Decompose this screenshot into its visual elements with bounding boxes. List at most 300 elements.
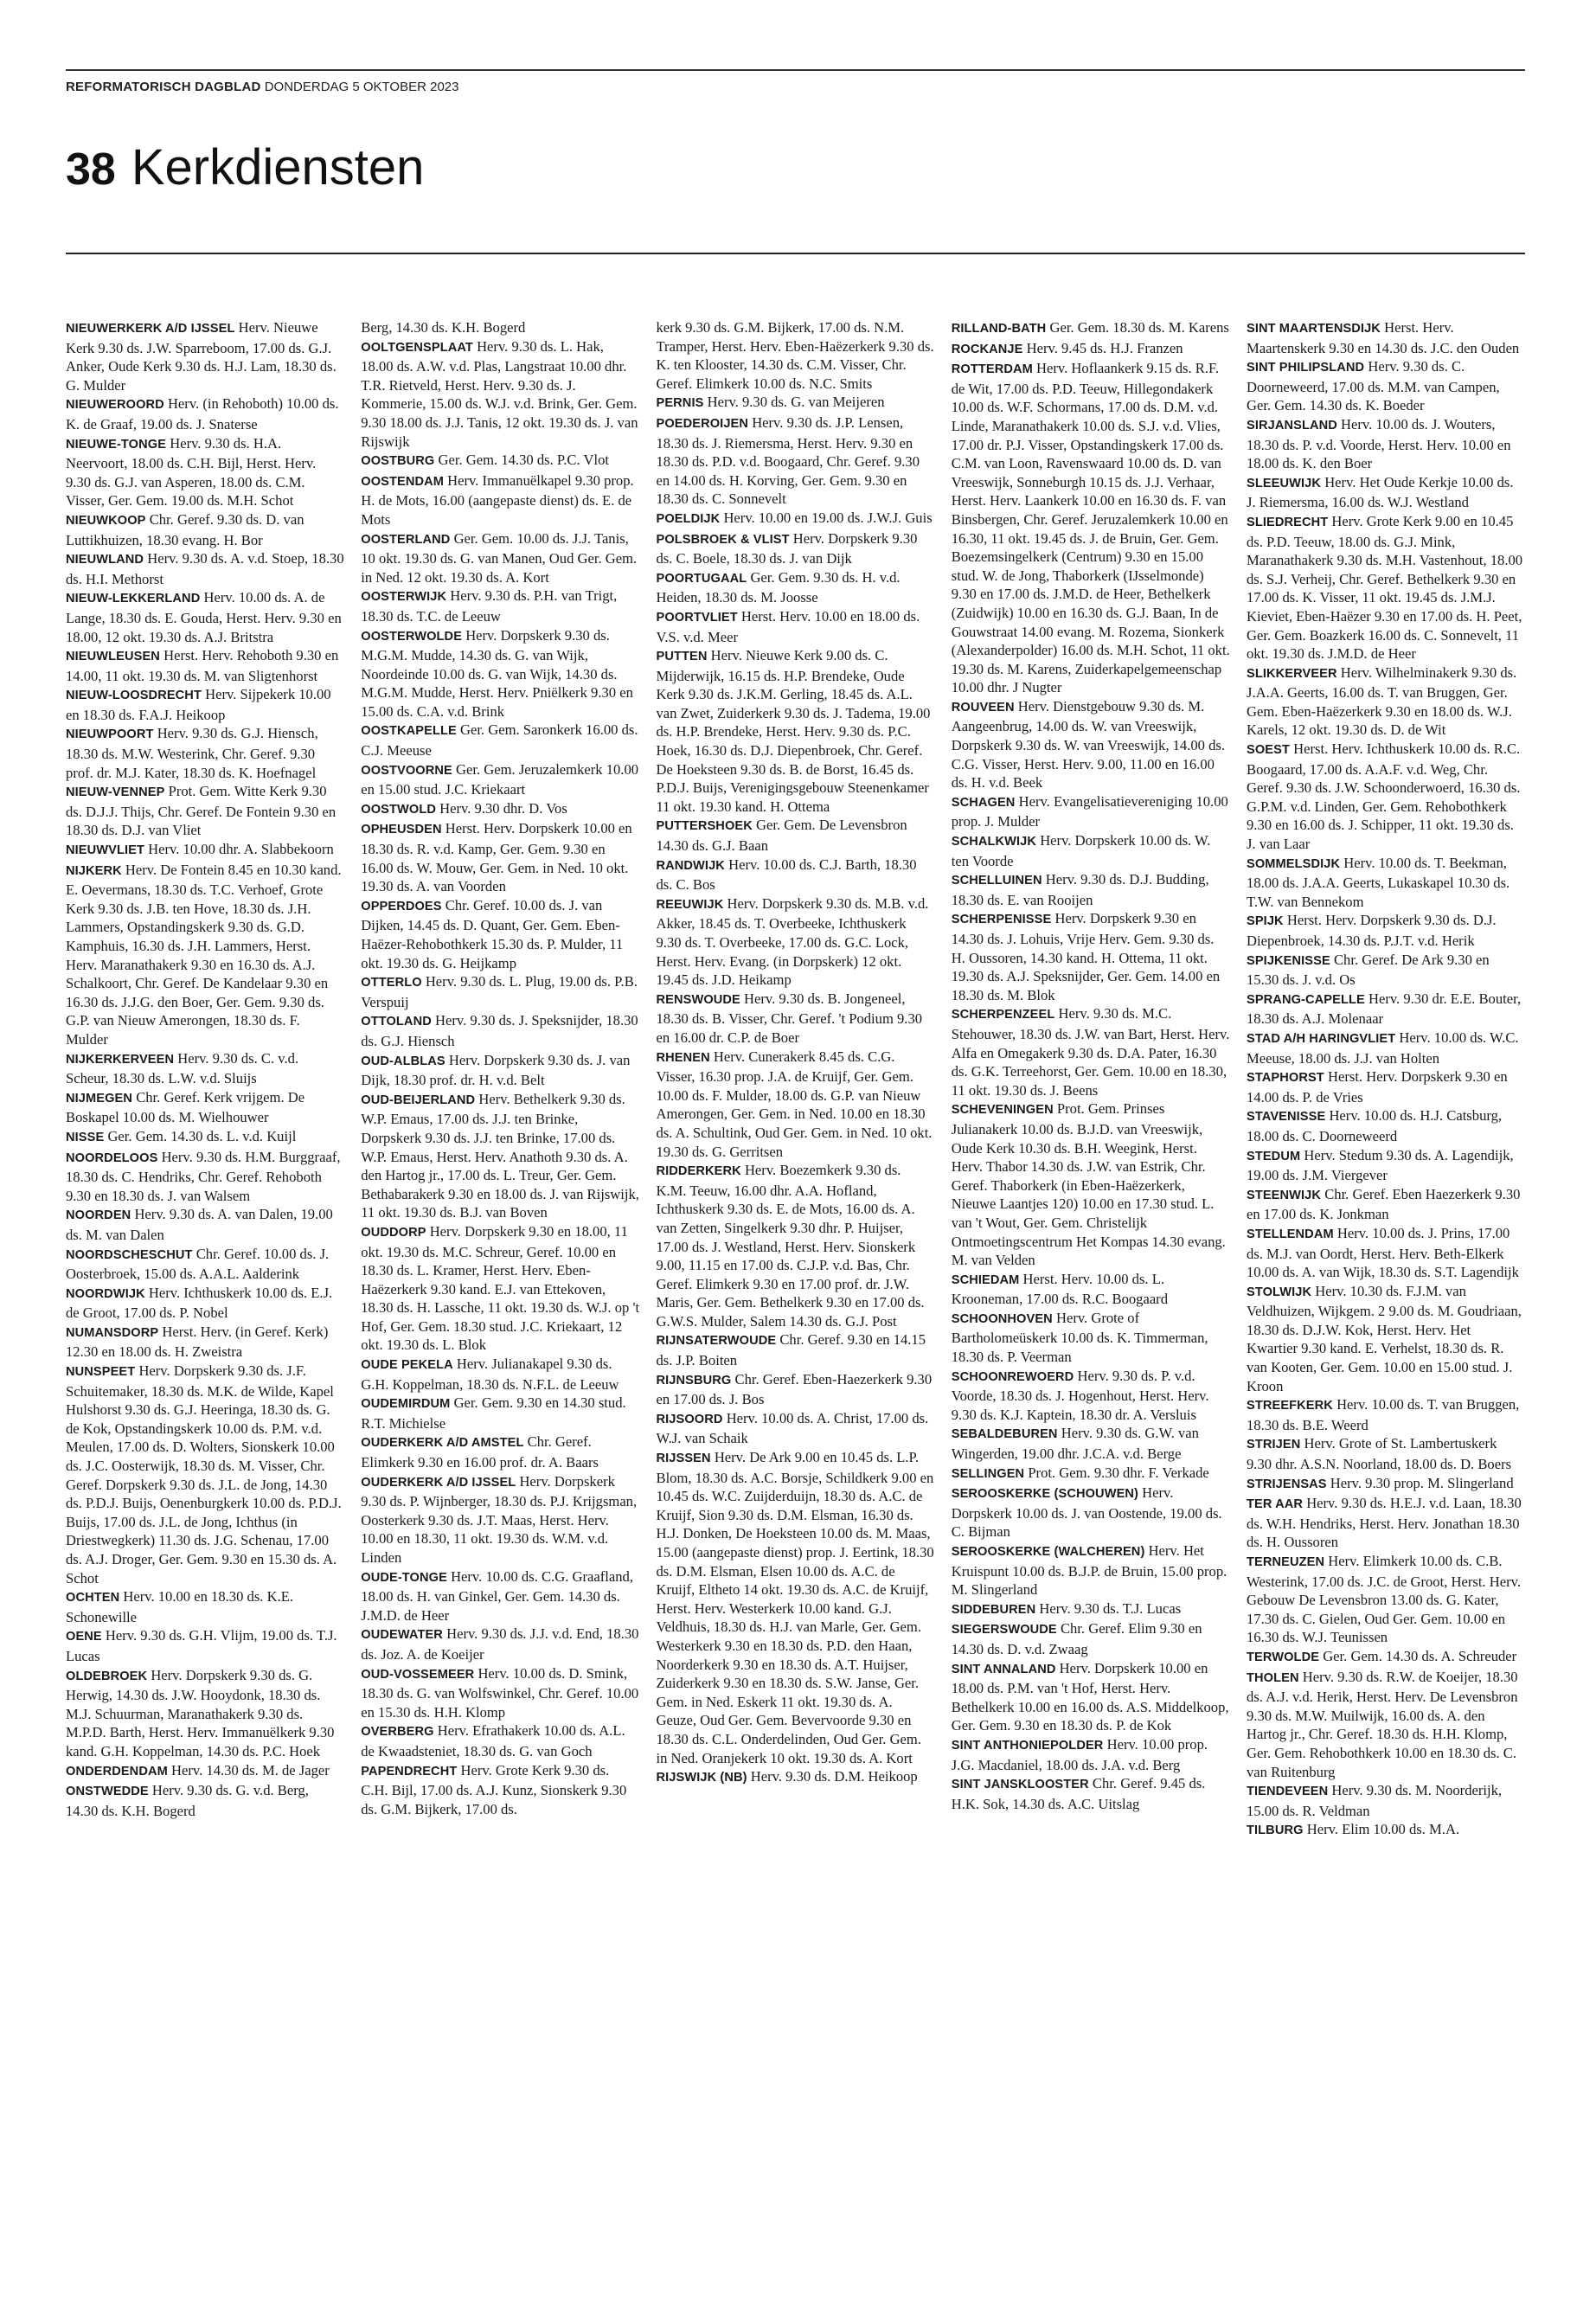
service-details: Herv. 10.00 ds. A. de Lange, 18.30 ds. E. Gouda, Herst. Herv. 9.30 en 18.00, 12 okt. 19.30 ds. A.J. Britstra	[66, 589, 342, 645]
church-listing	[657, 509, 935, 529]
church-listing	[361, 1664, 639, 1722]
place-name: PERNIS	[656, 396, 704, 411]
place-name: OUDDORP	[361, 1225, 426, 1240]
service-details: Herv. 9.30 ds. R.W. de Koeijer, 18.30 ds. A.J. v.d. Herik, Herst. Herv. De Levensbron 9.30 ds. M.W. Muilwijk, 16.00 ds. A. den Hartog jr., Chr. Geref. 18.30 ds. H.H. Klomp, Ger. Gem. Rehobothkerk 10.00 en 18.30 ds. C. van Ruitenburg	[1247, 1668, 1518, 1780]
place-name: PUTTERSHOEK	[656, 819, 753, 834]
church-listing	[361, 451, 639, 471]
service-details: Herst. Herv. (in Geref. Kerk) 12.30 en 18.00 ds. H. Zweistra	[66, 1323, 329, 1361]
service-details: Herv. Dorpskerk 9.30 ds. J.F. Schuitemaker, 18.30 ds. M.K. de Wilde, Kapel Hulshorst 9.30 ds. G.J. Heeringa, 18.30 ds. G. de Kok, Opstandingskerk 10.00 ds. P.M. v.d. Meulen, 17.00 ds. D. Wolters, Sionskerk 10.00 ds. J.C. Oosterwijk, 18.30 ds. M. Visser, Chr. Geref. Dorpskerk 9.30 ds. J.L. de Jong, 14.30 ds. P.D.J. Buijs, Oenenburgkerk 10.00 ds. P.D.J. Buijs, 17.00 ds. J.L. de Jong, Ichthus (in Driestwegkerk) 11.30 ds. J.G. Schenau, 17.00 ds. A.J. Droger, Ger. Gem. 9.30 en 15.30 ds. A. Schot	[66, 1362, 342, 1586]
service-details: Chr. Geref. Elimkerk 9.30 en 16.00 prof. dr. A. Baars	[361, 1433, 599, 1471]
place-name: NOORDELOOS	[66, 1150, 158, 1165]
place-name: SELLINGEN	[951, 1466, 1025, 1481]
service-details: Chr. Geref. 10.00 ds. J. Oosterbroek, 15.00 ds. A.A.L. Aalderink	[66, 1245, 330, 1283]
church-listing	[1247, 911, 1525, 950]
place-name: OUDE-TONGE	[361, 1570, 447, 1585]
place-name: PAPENDRECHT	[361, 1764, 458, 1779]
church-listing	[66, 394, 344, 433]
place-name: NIEUWPOORT	[66, 727, 154, 742]
service-details: Prot. Gem. 9.30 dhr. F. Verkade	[1028, 1464, 1209, 1481]
service-details: Herv. Efrathakerk 10.00 ds. A.L. de Kwaadsteniet, 18.30 ds. G. van Goch	[361, 1722, 625, 1759]
service-details: Herv. 9.30 ds. P. v.d. Voorde, 18.30 ds. J. Hogenhout, Herst. Herv. 9.30 ds. K.J. Kaptein, 18.30 dr. A. Versluis	[951, 1367, 1209, 1423]
church-listing	[66, 1781, 344, 1820]
place-name: SPRANG-CAPELLE	[1247, 992, 1365, 1007]
service-details: Chr. Geref. 9.30 ds. D. van Luttikhuizen, 18.30 evang. H. Bor	[66, 510, 304, 548]
place-name: OTTERLO	[361, 976, 422, 990]
place-name: OLDEBROEK	[66, 1669, 148, 1683]
place-name: RILLAND-BATH	[951, 322, 1047, 336]
church-listing	[952, 697, 1230, 792]
service-details: Ger. Gem. 9.30 en 14.30 stud. R.T. Michielse	[361, 1394, 626, 1432]
place-name: SCHAGEN	[951, 795, 1016, 810]
place-name: RHENEN	[656, 1050, 710, 1065]
place-name: NIEUWLEUSEN	[66, 650, 160, 664]
place-name: ONDERDENDAM	[66, 1764, 168, 1779]
church-listing	[952, 1735, 1230, 1774]
church-listing	[1247, 1106, 1525, 1145]
place-name: ROTTERDAM	[951, 362, 1033, 377]
service-details: Herv. 9.30 ds. C. v.d. Scheur, 18.30 ds. L.W. v.d. Sluijs	[66, 1049, 299, 1087]
place-name: STREEFKERK	[1247, 1399, 1333, 1413]
service-details: Herv. 10.00 en 18.30 ds. K.E. Schonewille	[66, 1588, 294, 1625]
place-name: SCHERPENZEEL	[951, 1008, 1055, 1022]
place-name: THOLEN	[1247, 1670, 1299, 1685]
church-listing	[361, 626, 639, 721]
church-listing	[66, 1049, 344, 1088]
place-name: OOSTERWOLDE	[361, 629, 463, 644]
service-details: Herst. Herv. Dorpskerk 9.30 en 14.00 ds. P. de Vries	[1247, 1068, 1508, 1106]
service-details: Herv. Het Kruispunt 10.00 ds. B.J.P. de Bruin, 15.00 prop. M. Slingerland	[951, 1542, 1227, 1599]
place-name: POEDEROIJEN	[656, 416, 749, 431]
church-listing	[361, 1011, 639, 1050]
church-listing	[952, 831, 1230, 870]
place-name: OOSTERLAND	[361, 532, 451, 547]
section-title: Kerkdiensten	[131, 139, 425, 195]
service-details: Herst. Herv. Maartenskerk 9.30 en 14.30 ds. J.C. den Ouden	[1247, 319, 1520, 356]
service-details: Herv. Stedum 9.30 ds. A. Lagendijk, 19.00 ds. J.M. Viergever	[1247, 1146, 1514, 1184]
place-name: STEENWIJK	[1247, 1188, 1322, 1202]
service-details: Herv. Grote of Bartholomeüskerk 10.00 ds. K. Timmerman, 18.30 ds. P. Veerman	[951, 1309, 1208, 1366]
church-listing	[1247, 318, 1525, 357]
service-details: Herv. 9.30 prop. M. Slingerland	[1330, 1474, 1514, 1491]
church-listing	[1247, 1185, 1525, 1224]
place-name: SEROOSKERKE (SCHOUWEN)	[951, 1487, 1139, 1502]
church-listing	[66, 840, 344, 861]
place-name: RIJSSEN	[656, 1452, 711, 1466]
service-details: Herv. (in Rehoboth) 10.00 ds. K. de Graaf, 19.00 ds. J. Snaterse	[66, 395, 339, 433]
service-details: Herv. 10.00 prop. J.G. Macdaniel, 18.00 ds. J.A. v.d. Berg	[951, 1735, 1208, 1773]
service-details: Herv. 10.00 ds. J. Prins, 17.00 ds. M.J. van Oordt, Herst. Herv. Beth-Elkerk 10.00 ds. A. van Wijk, 18.30 ds. S.T. Lagendijk	[1247, 1224, 1519, 1281]
church-listing	[952, 359, 1230, 697]
place-name: RIJSOORD	[656, 1412, 723, 1426]
place-name: NIEUW-VENNEP	[66, 785, 165, 800]
church-listing	[1247, 473, 1525, 512]
place-name: NIEUW-LEKKERLAND	[66, 592, 201, 606]
service-details: Herst. Herv. Dorpskerk 10.00 en 18.30 ds. R. v.d. Kamp, Ger. Gem. 9.30 en 16.00 ds. W. Mouw, Ger. Gem. in Ned. 10 okt. 19.30 ds. A. van Voorden	[361, 820, 632, 895]
church-listing	[1247, 415, 1525, 473]
place-name: NISSE	[66, 1130, 105, 1144]
church-listing	[1247, 951, 1525, 990]
church-listing	[1247, 990, 1525, 1029]
service-details: Herv. Dorpskerk 9.30 en 14.30 ds. J. Lohuis, Vrije Herv. Gem. 9.30 ds. H. Oussoren, 14.30 kand. H. Ottema, 11 okt. 19.30 ds. A.J. Speksnijder, Ger. Gem. 14.00 en 18.30 ds. M. Blok	[951, 910, 1221, 1003]
church-listing	[1247, 357, 1525, 415]
place-name: STELLENDAM	[1247, 1227, 1334, 1241]
place-name: SEBALDEBUREN	[951, 1427, 1058, 1442]
service-details: Herv. 10.00 ds. J. Wouters, 18.30 ds. P. v.d. Voorde, Herst. Herv. 10.00 en 18.00 ds. K. den Boer	[1247, 415, 1511, 472]
service-details: Chr. Geref. 9.30 en 14.15 ds. J.P. Boiten	[656, 1331, 926, 1369]
place-name: NIEUWLAND	[66, 553, 144, 567]
place-name: TILBURG	[1247, 1823, 1304, 1838]
place-name: RENSWOUDE	[656, 992, 740, 1007]
place-name: POELDIJK	[656, 511, 721, 526]
service-details: Herv. 10.00 ds. C.G. Graafland, 18.00 ds. H. van Ginkel, Ger. Gem. 14.30 ds. J.M.D. de Heer	[361, 1567, 633, 1624]
church-listing	[952, 1774, 1230, 1813]
church-listing	[657, 568, 935, 607]
service-details: Chr. Geref. De Ark 9.30 en 15.30 ds. J. v.d. Os	[1247, 951, 1490, 989]
place-name: SIEGERSWOUDE	[951, 1623, 1057, 1638]
place-name: TERNEUZEN	[1247, 1555, 1325, 1569]
place-name: OOSTWOLD	[361, 802, 436, 817]
service-details: Herv. Grote Kerk 9.30 ds. C.H. Bijl, 17.00 ds. A.J. Kunz, Sionskerk 9.30 ds. G.M. Bijkerk, 17.00 ds.	[361, 1761, 627, 1817]
place-name: OOLTGENSPLAAT	[361, 340, 473, 355]
church-listing	[952, 1484, 1230, 1541]
service-details: Herv. 9.30 ds. G.H. Vlijm, 19.00 ds. T.J. Lucas	[66, 1627, 337, 1664]
church-listing	[657, 1370, 935, 1409]
service-details: Prot. Gem. Prinses Julianakerk 10.00 ds. B.J.D. van Vreeswijk, Oude Kerk 10.30 ds. B.H. Weegink, Herst. Herv. Thabor 14.30 ds. J.W. van Estrik, Chr. Geref. Thaborkerk (in Eben-Haëzerkerk, Nieuwe Laantjes 120) 10.00 en 17.30 stud. L. van 't Wout, Ger. Gem. Christelijk Ontmoetingscentrum Het Kompas 14.30 evang. M. van Velden	[951, 1100, 1226, 1269]
place-name: OUDERKERK A/D AMSTEL	[361, 1436, 524, 1451]
place-name: OOSTVOORNE	[361, 763, 452, 778]
place-name: SCHOONHOVEN	[951, 1311, 1053, 1326]
column-5	[1247, 318, 1525, 2277]
place-name: SINT ANNALAND	[951, 1662, 1056, 1676]
service-details: Herv. Dorpskerk 9.30 en 18.00, 11 okt. 19.30 ds. M.C. Schreur, Geref. 10.00 en 18.30 ds. L. Kramer, Herst. Herv. Eben-Haëzerkerk 9.30 kand. E.J. van Ettekoven, 18.30 ds. H. Lassche, 11 okt. 19.30 ds. W.J. op 't Hof, Ger. Gem. 18.30 stud. J.C. Kriekaart, 12 okt. 19.30 ds. L. Blok	[361, 1222, 640, 1354]
service-details: Herv. De Ark 9.00 en 10.45 ds. L.P. Blom, 18.30 ds. A.C. Borsje, Schildkerk 9.00 en 10.45 ds. W.C. Zuijderduijn, 18.30 ds. A.C. de Kruijf, Sion 9.30 ds. D.M. Elsman, 16.30 ds. H.J. Donken, De Hoeksteen 10.00 ds. M. Maas, 15.00 (aangepaste dienst) prop. J. Eertink, 18.30 ds. D.M. Elsman, Elsen 10.00 ds. A.C. de Kruijf, Eltheto 14 okt. 19.30 ds. A.C. de Kruijf, Herst. Herv. Westerkerk 10.00 kand. G.J. Veldhuis, 18.30 ds. H.J. van Marle, Ger. Gem. Westerkerk 9.30 en 18.30 ds. P.D. den Haan, Noorderkerk 9.30 en 18.30 ds. A.T. Huijser, Zuiderkerk 9.30 en 18.30 ds. S.W. Janse, Ger. Gem. in Ned. Eskerk 11 okt. 19.30 ds. A. Geuze, Oud Ger. Gem. Bevervoorde 9.30 en 18.30 ds. C.L. Onderdelinden, Oud Ger. Gem. in Ned. Oranjekerk 10 okt. 19.30 ds. A. Kort	[656, 1449, 934, 1766]
church-listing	[657, 529, 935, 568]
church-listing	[657, 1409, 935, 1448]
place-name: SIRJANSLAND	[1247, 418, 1337, 433]
church-listing	[1247, 663, 1525, 740]
service-details: Herv. 9.30 dhr. D. Vos	[439, 799, 567, 817]
service-details: kerk 9.30 ds. G.M. Bijkerk, 17.00 ds. N.M. Tramper, Herst. Herv. Eben-Haëzerkerk 9.30 ds. K. ten Klooster, 14.30 ds. C.M. Visser, Chr. Geref. Elimkerk 10.00 ds. N.C. Smits	[656, 319, 934, 392]
service-details: Herv. Wilhelminakerk 9.30 ds. J.A.A. Geerts, 16.00 ds. T. van Bruggen, Ger. Gem. Eben-Haëzerkerk 9.30 en 18.00 ds. W.J. Karels, 12 okt. 19.30 ds. D. de Wit	[1247, 663, 1517, 739]
church-listing	[952, 1599, 1230, 1620]
church-listing	[1247, 1647, 1525, 1668]
service-details: Herv. 10.00 ds. D. Smink, 18.30 ds. G. van Wolfswinkel, Chr. Geref. 10.00 en 15.30 ds. H.H. Klomp	[361, 1664, 639, 1721]
place-name: OOSTENDAM	[361, 474, 445, 489]
column-3	[657, 318, 935, 2277]
title-rule	[66, 253, 1525, 254]
service-details: Ger. Gem. 14.30 ds. A. Schreuder	[1323, 1647, 1517, 1664]
place-name: STRIJENSAS	[1247, 1477, 1327, 1491]
place-name: STAD A/H HARINGVLIET	[1247, 1031, 1396, 1046]
church-listing	[952, 1309, 1230, 1367]
church-listing	[657, 607, 935, 646]
church-listing	[1247, 1552, 1525, 1647]
service-details: Herv. Dorpskerk 9.30 ds. P. Wijnberger, 18.30 ds. P.J. Krijgsman, Oosterkerk 9.30 ds. J.T. Maas, Herst. Herv. 10.00 en 18.30, 11 okt. 19.30 ds. W.M. v.d. Linden	[361, 1472, 638, 1566]
service-details: Chr. Geref. Elim 9.30 en 14.30 ds. D. v.d. Zwaag	[951, 1620, 1202, 1657]
place-name: OPPERDOES	[361, 899, 442, 913]
church-listing	[952, 1099, 1230, 1269]
service-details: Chr. Geref. 10.00 ds. J. van Dijken, 14.45 ds. D. Quant, Ger. Gem. Eben-Haëzer-Rehobothkerk 15.30 ds. P. Mulder, 11 okt. 19.30 ds. G. Heijkamp	[361, 896, 624, 971]
place-name: NIEUWEROORD	[66, 398, 164, 413]
church-listing	[952, 1659, 1230, 1735]
service-details: Herv. 10.00 ds. W.C. Meeuse, 18.00 ds. J.J. van Holten	[1247, 1029, 1519, 1067]
church-listing	[1247, 1668, 1525, 1782]
place-name: SCHIEDAM	[951, 1272, 1020, 1287]
service-details: Herv. 9.30 ds. B. Jongeneel, 18.30 ds. B. Visser, Chr. Geref. 't Podium 9.30 en 16.00 dr. C.P. de Boer	[656, 990, 923, 1046]
place-name: SPIJKENISSE	[1247, 953, 1330, 968]
place-name: SINT PHILIPSLAND	[1247, 361, 1365, 375]
church-listing	[1247, 1474, 1525, 1495]
church-listing	[1247, 1494, 1525, 1552]
church-listing	[361, 1625, 639, 1663]
place-name: STAVENISSE	[1247, 1110, 1326, 1125]
church-listing	[66, 1127, 344, 1148]
page-number: 38	[66, 144, 116, 195]
service-details: Ger. Gem. 14.30 ds. P.C. Vlot	[438, 452, 609, 469]
place-name: SEROOSKERKE (WALCHEREN)	[951, 1545, 1145, 1559]
service-details: Herv. 10.00 ds. C.J. Barth, 18.30 ds. C. Bos	[656, 856, 917, 894]
service-details: Prot. Gem. Witte Kerk 9.30 ds. D.J.J. Thijs, Chr. Geref. De Fontein 9.30 en 18.30 ds. D.J. van Vliet	[66, 783, 337, 839]
place-name: SCHERPENISSE	[951, 913, 1052, 927]
place-name: POORTUGAAL	[656, 571, 747, 586]
church-listing	[361, 1355, 639, 1394]
place-name: ROUVEEN	[951, 700, 1015, 715]
place-name: SOEST	[1247, 743, 1290, 758]
place-name: SLEEUWIJK	[1247, 476, 1322, 490]
church-listing	[657, 1448, 935, 1767]
place-name: OOSTERWIJK	[361, 590, 447, 605]
service-details: Herv. 9.30 ds. G.J. Hiensch, 18.30 ds. M.W. Westerink, Chr. Geref. 9.30 prof. dr. M.J. Kater, 18.30 ds. K. Hoefnagel	[66, 725, 318, 781]
church-listing	[66, 1587, 344, 1626]
place-name: STAPHORST	[1247, 1071, 1324, 1086]
service-details: Herv. 10.00 dhr. A. Slabbekoorn	[148, 841, 334, 858]
service-details: Herv. Sijpekerk 10.00 en 18.30 ds. F.A.J. Heikoop	[66, 686, 331, 723]
church-listing	[66, 861, 344, 1049]
place-name: OOSTKAPELLE	[361, 724, 457, 739]
place-name: OUD-BEIJERLAND	[361, 1093, 476, 1107]
place-name: NOORDSCHESCHUT	[66, 1247, 193, 1262]
place-name: POLSBROEK & VLIST	[656, 532, 790, 547]
church-listing	[361, 799, 639, 820]
church-listing	[66, 1362, 344, 1587]
service-details: Herv. Evangelisatievereniging 10.00 prop. J. Mulder	[951, 792, 1228, 830]
service-details: Herst. Herv. 10.00 ds. L. Krooneman, 17.00 ds. R.C. Boogaard	[951, 1270, 1169, 1308]
listings-columns	[66, 318, 1525, 2277]
place-name: TERWOLDE	[1247, 1650, 1320, 1664]
church-listing	[361, 529, 639, 587]
place-name: NIJMEGEN	[66, 1091, 133, 1106]
church-listing	[361, 337, 639, 452]
service-details: Herv. Julianakapel 9.30 ds. G.H. Koppelman, 18.30 ds. N.F.L. de Leeuw	[361, 1356, 619, 1393]
church-listing	[66, 782, 344, 840]
church-listing	[952, 1541, 1230, 1599]
church-listing	[66, 588, 344, 646]
newspaper-name: REFORMATORISCH DAGBLAD	[66, 80, 261, 94]
service-details: Herv. Dorpskerk 10.00 ds. J. van Oostende, 19.00 ds. C. Bijman	[951, 1484, 1222, 1541]
place-name: STOLWIJK	[1247, 1285, 1312, 1299]
service-details: Chr. Geref. 9.45 ds. H.K. Sok, 14.30 ds. A.C. Uitslag	[951, 1775, 1206, 1812]
church-listing	[361, 896, 639, 972]
place-name: OVERBERG	[361, 1725, 434, 1740]
service-details: Herv. 10.00 ds. T. van Bruggen, 18.30 ds. B.E. Weerd	[1247, 1396, 1520, 1433]
place-name: STEDUM	[1247, 1149, 1301, 1163]
church-listing	[66, 685, 344, 724]
place-name: OUDEMIRDUM	[361, 1397, 451, 1412]
church-listing	[66, 1245, 344, 1284]
place-name: SINT JANSKLOOSTER	[951, 1778, 1089, 1792]
church-listing	[1247, 1282, 1525, 1396]
page-heading	[66, 138, 424, 199]
service-details: Herv. 10.00 ds. A. Christ, 17.00 ds. W.J. van Schaik	[656, 1409, 929, 1447]
place-name: OUD-ALBLAS	[361, 1054, 445, 1068]
church-listing	[66, 549, 344, 588]
church-listing	[361, 318, 639, 337]
church-listing	[361, 471, 639, 529]
service-details: Herv. 9.30 ds. H.A. Neervoort, 18.00 ds. C.H. Bijl, Herst. Herv. 9.30 ds. G.J. van Asperen, 18.00 ds. C.M. Visser, Ger. Gem. 19.00 ds. M.H. Schot	[66, 434, 317, 510]
church-listing	[1247, 1434, 1525, 1473]
church-listing	[657, 1048, 935, 1162]
place-name: NIJKERKERVEEN	[66, 1052, 175, 1067]
church-listing	[1247, 512, 1525, 663]
service-details: Ger. Gem. 9.30 ds. H. v.d. Heiden, 18.30 ds. M. Joosse	[656, 568, 901, 606]
service-details: Chr. Geref. Kerk vrijgem. De Boskapel 10.00 ds. M. Wielhouwer	[66, 1088, 305, 1126]
church-listing	[361, 1472, 639, 1567]
top-rule	[66, 69, 1525, 71]
church-listing	[361, 586, 639, 625]
place-name: TIENDEVEEN	[1247, 1785, 1329, 1799]
church-listing	[66, 318, 344, 394]
place-name: OENE	[66, 1630, 102, 1644]
place-name: NUMANSDORP	[66, 1325, 159, 1340]
place-name: SIDDEBUREN	[951, 1602, 1036, 1617]
running-header	[66, 80, 458, 94]
church-listing	[361, 721, 639, 760]
service-details: Herv. 9.30 ds. J.J. v.d. End, 18.30 ds. Joz. A. de Koeijer	[361, 1625, 639, 1663]
church-listing	[657, 393, 935, 413]
service-details: Herv. Grote Kerk 9.00 en 10.45 ds. P.D. Teeuw, 18.00 ds. G.J. Mink, Maranathakerk 9.30 ds. M.H. Vastenhout, 18.00 ds. S.J. Verheij, Chr. Geref. Bethelkerk 9.30 en 17.00 ds. K. Visser, 11 okt. 19.45 ds. J.M.J. Kieviet, Eben-Haëzer 9.30 en 17.00 ds. H. Peet, Ger. Gem. Boazkerk 16.00 ds. C. Sonnevelt, 11 okt. 19.30 ds. J.M.D. de Heer	[1247, 512, 1523, 663]
place-name: NIEUWERKERK A/D IJSSEL	[66, 322, 235, 336]
column-1	[66, 318, 344, 2277]
place-name: RIJSWIJK (NB)	[656, 1771, 747, 1785]
place-name: SPIJK	[1247, 914, 1284, 929]
church-listing	[657, 894, 935, 990]
service-details: Herv. Dienstgebouw 9.30 ds. M. Aangeenbrug, 14.00 ds. W. van Vreeswijk, Dorpskerk 9.30 ds. W. van Vreeswijk, 14.00 ds. C.G. Visser, Herst. Herv. 9.00, 11.00 en 16.00 ds. H. v.d. Beek	[951, 697, 1226, 792]
service-details: Herv. 9.30 ds. H.E.J. v.d. Laan, 18.30 ds. W.H. Hendriks, Herst. Herv. Jonathan 18.30 ds. H. Oussoren	[1247, 1495, 1522, 1551]
service-details: Herv. 9.30 ds. M. Noorderijk, 15.00 ds. R. Veldman	[1247, 1782, 1503, 1819]
service-details: Herv. Boezemkerk 9.30 ds. K.M. Teeuw, 16.00 dhr. A.A. Hofland, Ichthuskerk 9.30 ds. E. de Mots, 16.00 ds. A. van Zetten, Singelkerk 9.30 dhr. P. Huijser, 17.00 ds. J. Westland, Herst. Herv. Sionskerk 9.00, 11.15 en 17.00 ds. C.J.P. v.d. Bas, Chr. Geref. Elimkerk 9.30 en 17.00 prof. dr. J.W. Maris, Ger. Gem. Bethelkerk 9.30 en 17.00 ds. G.W.S. Mulder, Salem 14.30 ds. G.J. Post	[656, 1162, 925, 1330]
place-name: SINT ANTHONIEPOLDER	[951, 1738, 1104, 1753]
place-name: SOMMELSDIJK	[1247, 856, 1341, 871]
service-details: Herv. 10.00 en 19.00 ds. J.W.J. Guis	[723, 509, 933, 526]
place-name: ROCKANJE	[951, 342, 1023, 356]
service-details: Ger. Gem. Saronkerk 16.00 ds. C.J. Meeuse	[361, 721, 638, 760]
place-name: NIEUWKOOP	[66, 513, 146, 528]
place-name: OTTOLAND	[361, 1015, 432, 1029]
place-name: SCHELLUINEN	[951, 874, 1042, 888]
place-name: TER AAR	[1247, 1497, 1304, 1512]
service-details: Herv. 9.45 ds. H.J. Franzen	[1026, 339, 1183, 356]
service-details: Herst. Herv. Rehoboth 9.30 en 14.00, 11 okt. 19.30 ds. M. van Sligtenhorst	[66, 647, 339, 684]
service-details: Herv. Nieuwe Kerk 9.30 ds. J.W. Sparreboom, 17.00 ds. G.J. Anker, Oude Kerk 9.30 ds. H.J. Lam, 18.30 ds. G. Mulder	[66, 319, 337, 394]
church-listing	[657, 646, 935, 816]
service-details: Herv. Dorpskerk 9.30 ds. M.G.M. Mudde, 14.30 ds. G. van Wijk, Noordeinde 10.00 ds. G. van Wijk, 14.30 ds. M.G.M. Mudde, Herst. Herv. Pniëlkerk 9.30 en 15.00 ds. C.A. v.d. Brink	[361, 626, 633, 720]
service-details: Herv. De Fontein 8.45 en 10.30 kand. E. Oevermans, 18.30 ds. T.C. Verhoef, Grote Kerk 9.30 ds. J.B. ten Hove, 18.30 ds. J.H. Lammers, Opstandingskerk 9.30 ds. G.D. Kamphuis, 16.30 ds. J.H. Lammers, Herst. Herv. Maranathakerk 9.30 en 16.30 ds. A.J. Schalkoort, Chr. Geref. De Kandelaar 9.30 en 16.30 ds. J.J.G. den Boer, Ger. Gem. 9.30 ds. G.P. van Nieuw Amerongen, 18.30 ds. F. Mulder	[66, 861, 342, 1048]
service-details: Herv. 9.30 ds. H.M. Burggraaf, 18.30 ds. C. Hendriks, Chr. Geref. Rehoboth 9.30 en 18.30 ds. J. van Walsem	[66, 1148, 341, 1204]
place-name: RIJNSBURG	[656, 1373, 732, 1388]
service-details: Herv. Dorpskerk 9.30 ds. M.B. v.d. Akker, 18.45 ds. T. Overbeeke, Ichthuskerk 9.30 ds. T. Overbeeke, 17.00 ds. G.C. Lock, Herst. Herv. Evang. (in Dorpskerk) 12 okt. 19.45 ds. J.D. Heikamp	[656, 894, 929, 989]
church-listing	[952, 1367, 1230, 1425]
church-listing	[361, 819, 639, 895]
church-listing	[952, 909, 1230, 1004]
church-listing	[1247, 1067, 1525, 1106]
place-name: NIEUWVLIET	[66, 843, 144, 858]
service-details: Herv. Bethelkerk 9.30 ds. W.P. Emaus, 17.00 ds. J.J. ten Brinke, Dorpskerk 9.30 ds. J.J. ten Brinke, 17.00 ds. W.P. Emaus, Herst. Herv. Anathoth 9.30 ds. A. den Hartog jr., 17.00 ds. L. Treur, Ger. Gem. Bethabarakerk 9.30 en 18.00 ds. J. van Rijswijk, 11 okt. 19.30 ds. B.J. van Boven	[361, 1090, 639, 1221]
service-details: Ger. Gem. 18.30 ds. M. Karens	[1049, 319, 1229, 336]
place-name: OUDERKERK A/D IJSSEL	[361, 1475, 516, 1490]
place-name: SCHEVENINGEN	[951, 1103, 1054, 1118]
service-details: Herv. 10.00 ds. H.J. Catsburg, 18.00 ds. C. Doorneweerd	[1247, 1107, 1503, 1144]
service-details: Herv. Ichthuskerk 10.00 ds. E.J. de Groot, 17.00 ds. P. Nobel	[66, 1284, 333, 1322]
service-details: Ger. Gem. De Levensbron 14.30 ds. G.J. Baan	[656, 817, 907, 855]
church-listing	[657, 856, 935, 894]
church-listing	[1247, 1146, 1525, 1185]
place-name: RANDWIJK	[656, 858, 725, 873]
place-name: OUDEWATER	[361, 1628, 443, 1643]
church-listing	[361, 1433, 639, 1471]
service-details: Herv. 9.30 ds. J.P. Lensen, 18.30 ds. J. Riemersma, Herst. Herv. 9.30 en 18.30 ds. P.D. v.d. Boogaard, Chr. Geref. 9.30 en 14.00 ds. H. Korving, Ger. Gem. 9.30 en 18.30 ds. C. Sonnevelt	[656, 413, 920, 508]
church-listing	[657, 413, 935, 509]
service-details: Herv. 14.30 ds. M. de Jager	[171, 1761, 330, 1779]
service-details: Herv. Elim 10.00 ds. M.A.	[1306, 1821, 1460, 1838]
place-name: ONSTWEDDE	[66, 1785, 149, 1799]
service-details: Herv. Dorpskerk 9.30 ds. J. van Dijk, 18.30 prof. dr. H. v.d. Belt	[361, 1051, 631, 1089]
place-name: OUDE PEKELA	[361, 1358, 453, 1373]
church-listing	[1247, 740, 1525, 854]
place-name: OUD-VOSSEMEER	[361, 1667, 475, 1682]
service-details: Herv. Het Oude Kerkje 10.00 ds. J. Riemersma, 16.00 ds. W.J. Westland	[1247, 473, 1514, 511]
church-listing	[952, 1464, 1230, 1484]
church-listing	[952, 339, 1230, 360]
service-details: Herv. 9.30 ds. M.C. Stehouwer, 18.30 ds. J.W. van Bart, Herst. Herv. Alfa en Omegakerk 9.30 ds. D.A. Pater, 16.30 ds. G.K. Terreehorst, Ger. Gem. 10.00 en 18.30, 11 okt. 19.30 ds. J. Beens	[951, 1005, 1230, 1099]
church-listing	[66, 724, 344, 782]
service-details: Ger. Gem. 14.30 ds. L. v.d. Kuijl	[107, 1127, 297, 1144]
place-name: REEUWIJK	[656, 897, 724, 912]
church-listing	[1247, 1224, 1525, 1282]
service-details: Herv. 9.30 ds. D.J. Budding, 18.30 ds. E. van Rooijen	[951, 871, 1209, 908]
place-name: SCHALKWIJK	[951, 835, 1037, 849]
place-name: NOORDEN	[66, 1208, 131, 1223]
service-details: Ger. Gem. 10.00 ds. J.J. Tanis, 10 okt. 19.30 ds. G. van Manen, Oud Ger. Gem. in Ned. 12 okt. 19.30 ds. A. Kort	[361, 529, 638, 586]
service-details: Herv. 9.30 ds. D.M. Heikoop	[750, 1768, 918, 1785]
place-name: NUNSPEET	[66, 1365, 136, 1380]
church-listing	[1247, 1029, 1525, 1067]
church-listing	[952, 870, 1230, 909]
service-details: Herv. 10.30 ds. F.J.M. van Veldhuizen, Wijkgem. 2 9.00 ds. M. Goudriaan, 18.30 ds. D.J.W. Kok, Herst. Herv. Het Kwartier 9.30 kand. E. Verhelst, 18.30 ds. R. van Kooten, Ger. Gem. 10.00 en 15.00 stud. J. Kroon	[1247, 1282, 1522, 1394]
church-listing	[657, 990, 935, 1048]
place-name: NIJKERK	[66, 863, 122, 878]
service-details: Ger. Gem. Jeruzalemkerk 10.00 en 15.00 stud. J.C. Kriekaart	[361, 760, 639, 798]
church-listing	[952, 318, 1230, 339]
church-listing	[1247, 1781, 1525, 1820]
church-listing	[361, 1090, 639, 1222]
place-name: NOORDWIJK	[66, 1286, 145, 1301]
service-details: Herv. Nieuwe Kerk 9.00 ds. C. Mijderwijk, 16.15 ds. H.P. Brendeke, Oude Kerk 9.30 ds. J.K.M. Gerling, 18.45 ds. A.L. van Zwet, Zuiderkerk 9.30 ds. J. Tadema, 19.00 ds. H.P. Brendeke, Herst. Herv. 9.30 ds. P.C. Hoek, 16.30 ds. D.J. Diepenbroek, Chr. Geref. De Hoeksteen 9.30 ds. B. de Borst, 16.45 ds. P.D.J. Buijs, Verenigingsgebouw Steenenkamer 11 okt. 19.30 kand. H. Ottema	[656, 647, 931, 815]
place-name: NIEUW-LOOSDRECHT	[66, 689, 202, 703]
church-listing	[952, 1270, 1230, 1309]
church-listing	[1247, 1820, 1525, 1841]
column-4	[952, 318, 1230, 2277]
service-details: Herv. 9.30 ds. G.W. van Wingerden, 19.00 dhr. J.C.A. v.d. Berge	[951, 1425, 1199, 1463]
